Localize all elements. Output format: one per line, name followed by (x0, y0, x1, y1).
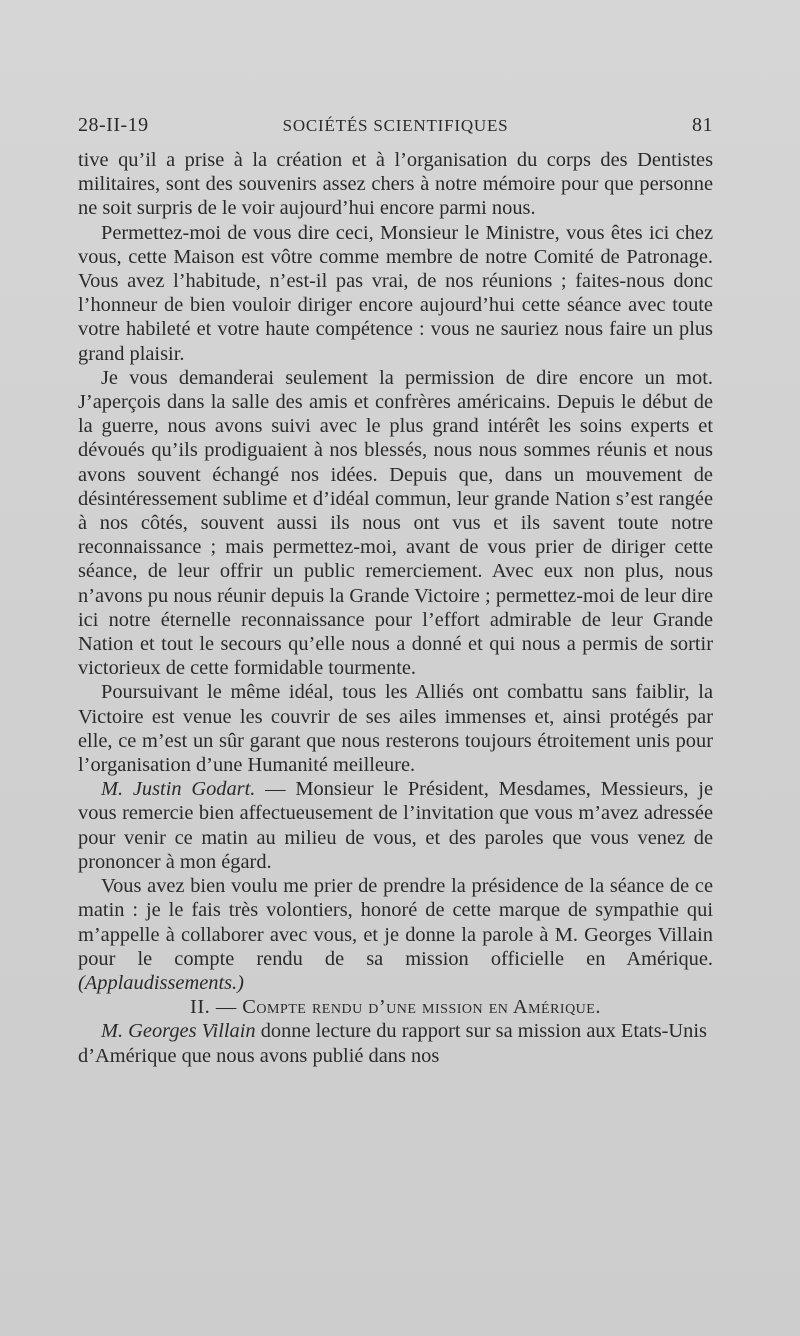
paragraph (78, 874, 713, 995)
paragraph-text: Vous avez bien voulu me prier de prendre la présidence de la séance de ce matin : je le fais très volontiers, honoré de cette marque de sympathie qui m’appelle à collaborer avec vous, et je donne la parole à M. Georges Villain pour le compte rendu de sa mission officielle en Amérique. (78, 875, 713, 970)
paragraph: Poursuivant le même idéal, tous les Alliés ont combattu sans faiblir, la Victoire est venue les couvrir de ses ailes immenses et, ainsi protégés par elle, ce m’est un sûr garant que nous resterons toujours étroitement unis pour l’organisation d’une Humanité meilleure. (78, 681, 713, 777)
paragraph-text: — Monsieur le Président, Mesdames, Messieurs, je vous remercie bien affectueusement de l’invitation que vous m’avez adressée pour venir ce matin au milieu de vous, et des paroles que vous venez de prononcer à mon égard. (78, 778, 713, 873)
speaker-name: M. Georges Villain (101, 1020, 256, 1043)
header-title: SOCIÉTÉS SCIENTIFIQUES (282, 116, 509, 135)
paragraph (78, 777, 713, 874)
paragraph-text: donne lecture du rapport sur sa mission aux Etats-Unis d’Amérique que nous avons publié dans nos (78, 1020, 707, 1067)
section-heading: II. — Compte rendu d’une mission en Amérique. (190, 996, 601, 1019)
speaker-name: M. Justin Godart. (101, 778, 256, 801)
paragraph: Je vous demanderai seulement la permission de dire encore un mot. J’aperçois dans la salle des amis et confrères américains. Depuis le début de la guerre, nous avons suivi avec le plus grand intérêt les soins experts et dévoués qu’ils prodiguaient à nos blessés, nous nous sommes réunis et nous avons souvent échangé nos idées. Depuis que, dans un mouvement de désintéressement sublime et d’idéal commun, leur grande Nation s’est rangée à nos côtés, souvent aussi ils nous ont vus et ils savent toute notre reconnaissance ; mais permettez-moi, avant de vous prier de diriger cette séance, de leur offrir un public remerciement. Avec eux non plus, nous n’avons pu nous réunir depuis la Grande Victoire ; permettez-moi de leur dire ici notre éternelle reconnaissance pour l’effort admirable de leur Grande Nation et tout le secours qu’elle nous a donné et qui nous a permis de sortir victorieux de cette formidable tourmente. (78, 366, 713, 680)
paragraph: Permettez-moi de vous dire ceci, Monsieur le Ministre, vous êtes ici chez vous, cette Maison est vôtre comme membre de notre Comité de Patronage. Vous avez l’habitude, n’est-il pas vrai, de nos réunions ; faites-nous donc l’honneur de bien vouloir diriger encore aujourd’hui cette séance avec toute votre habileté et votre haute compétence : vous ne sauriez nous faire un plus grand plaisir. (78, 221, 713, 365)
header-date: 28-II-19 (78, 114, 149, 136)
body-text (78, 148, 713, 1068)
applause-note: (Applaudissements.) (78, 971, 244, 994)
page-number: 81 (692, 114, 713, 136)
paragraph: tive qu’il a prise à la création et à l’organisation du corps des Dentistes militaires, sont des souvenirs assez chers à notre mémoire pour que personne ne soit surpris de le voir aujourd’hui encore parmi nous. (78, 149, 713, 220)
paragraph (78, 1019, 713, 1067)
